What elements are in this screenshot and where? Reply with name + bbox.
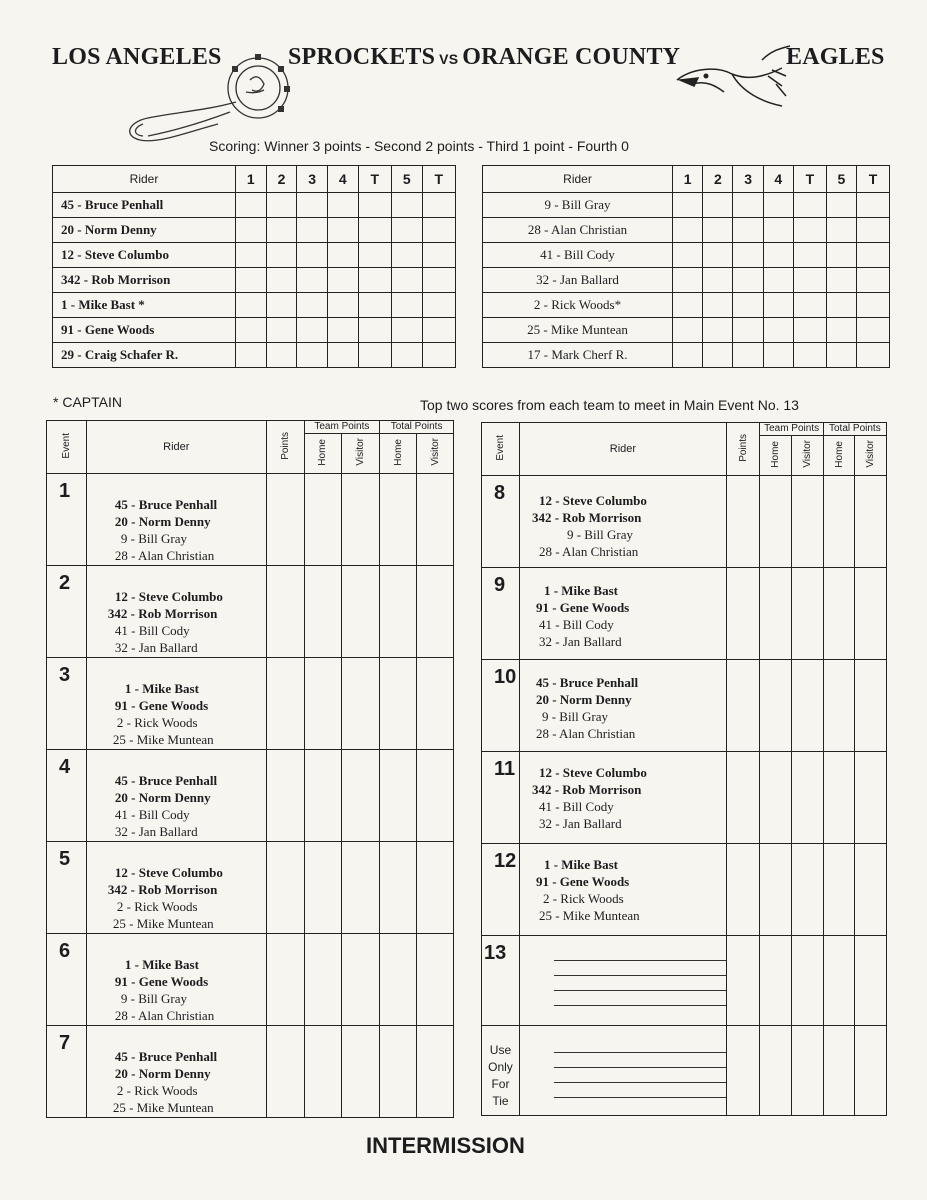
event-row (482, 1026, 887, 1116)
main-event-note: Top two scores from each team to meet in Main Event No. 13 (420, 397, 799, 413)
slot-line[interactable] (554, 946, 726, 961)
event-riders: 45 - Bruce Penhall 20 - Norm Denny 9 - Bill Gray 28 - Alan Christian (86, 474, 266, 566)
slot-line[interactable] (554, 1068, 726, 1083)
event-riders: 1 - Mike Bast 91 - Gene Woods 2 - Rick Woods 25 - Mike Muntean (519, 844, 726, 936)
col-points: Points (737, 433, 749, 462)
col-event: Event (494, 434, 506, 461)
col-heat-2: 2 (266, 166, 297, 193)
col-home: Home (392, 438, 404, 466)
table-row (53, 268, 456, 293)
col-heat-4: 4 (763, 166, 793, 193)
col-total-1: T (358, 166, 391, 193)
rider-name: 2 - Rick Woods* (483, 293, 673, 318)
table-row (53, 193, 456, 218)
slot-line[interactable] (554, 976, 726, 991)
rider-name: 45 - Bruce Penhall (53, 193, 236, 218)
slot-line[interactable] (554, 1053, 726, 1068)
col-total-points: Total Points (380, 421, 454, 434)
event-number: 4 (47, 750, 87, 842)
event-number: 9 (482, 568, 520, 660)
table-row (483, 318, 890, 343)
rider-name: 25 - Mike Muntean (483, 318, 673, 343)
col-heat-1: 1 (236, 166, 267, 193)
rider-name: 32 - Jan Ballard (483, 268, 673, 293)
col-home: Home (770, 440, 782, 468)
event-row (482, 752, 887, 844)
sprocket-logo-icon (118, 40, 293, 150)
visitor-roster-table (482, 165, 890, 368)
event-riders: 12 - Steve Columbo 342 - Rob Morrison 2 - Rick Woods 25 - Mike Muntean (86, 842, 266, 934)
rider-name: 342 - Rob Morrison (53, 268, 236, 293)
event-number: 7 (47, 1026, 87, 1118)
col-rider: Rider (519, 423, 726, 476)
table-row (483, 218, 890, 243)
slot-line[interactable] (554, 1083, 726, 1098)
eagle-logo-icon (672, 40, 792, 115)
event-row (47, 566, 454, 658)
table-row (53, 243, 456, 268)
tie-label: Use Only For Tie (482, 1026, 520, 1116)
col-visitor: Visitor (355, 438, 367, 466)
captain-note: * CAPTAIN (53, 394, 122, 410)
tie-slots (519, 1026, 726, 1116)
events-header-row (47, 421, 454, 434)
event-row (47, 934, 454, 1026)
col-heat-2: 2 (703, 166, 733, 193)
rider-name: 28 - Alan Christian (483, 218, 673, 243)
col-total-2: T (422, 166, 455, 193)
col-heat-3: 3 (297, 166, 328, 193)
event-number: 11 (482, 752, 520, 844)
col-rider: Rider (86, 421, 266, 474)
event-riders: 12 - Steve Columbo 342 - Rob Morrison 41 - Bill Cody 32 - Jan Ballard (86, 566, 266, 658)
event-riders: 12 - Steve Columbo 342 - Rob Morrison 41 - Bill Cody 32 - Jan Ballard (519, 752, 726, 844)
col-total-points: Total Points (823, 423, 886, 436)
col-team-points: Team Points (760, 423, 823, 436)
table-row (53, 293, 456, 318)
table-row (53, 318, 456, 343)
col-visitor: Visitor (801, 440, 813, 468)
roster-header-row (53, 166, 456, 193)
main-event-slots (519, 936, 726, 1026)
events-table-right (481, 422, 887, 1116)
col-heat-5: 5 (391, 166, 422, 193)
table-row (483, 243, 890, 268)
event-riders: 45 - Bruce Penhall 20 - Norm Denny 9 - Bill Gray 28 - Alan Christian (519, 660, 726, 752)
table-row (53, 218, 456, 243)
col-team-points: Team Points (304, 421, 380, 434)
event-riders: 1 - Mike Bast 91 - Gene Woods 9 - Bill Gray 28 - Alan Christian (86, 934, 266, 1026)
event-riders: 1 - Mike Bast 91 - Gene Woods 41 - Bill Cody 32 - Jan Ballard (519, 568, 726, 660)
col-heat-1: 1 (673, 166, 703, 193)
event-row (482, 568, 887, 660)
event-riders: 45 - Bruce Penhall 20 - Norm Denny 41 - Bill Cody 32 - Jan Ballard (86, 750, 266, 842)
slot-line[interactable] (554, 961, 726, 976)
rider-name: 17 - Mark Cherf R. (483, 343, 673, 368)
event-row (482, 844, 887, 936)
rider-name: 1 - Mike Bast * (53, 293, 236, 318)
event-number: 12 (482, 844, 520, 936)
rider-name: 41 - Bill Cody (483, 243, 673, 268)
event-row (47, 474, 454, 566)
col-heat-5: 5 (826, 166, 856, 193)
table-row (483, 268, 890, 293)
event-row (482, 936, 887, 1026)
home-team: SPROCKETS VS ORANGE COUNTY (288, 44, 681, 70)
rider-name: 91 - Gene Woods (53, 318, 236, 343)
table-row (483, 293, 890, 318)
event-row (47, 750, 454, 842)
event-riders: 12 - Steve Columbo 342 - Rob Morrison 9 - Bill Gray 28 - Alan Christian (519, 476, 726, 568)
visitor-team: EAGLES (786, 44, 885, 70)
rider-name: 20 - Norm Denny (53, 218, 236, 243)
event-number: 3 (47, 658, 87, 750)
table-row (483, 193, 890, 218)
event-number: 1 (47, 474, 87, 566)
col-event: Event (60, 432, 72, 459)
event-number: 8 (482, 476, 520, 568)
roster-header-row (483, 166, 890, 193)
col-home: Home (317, 438, 329, 466)
col-visitor: Visitor (865, 440, 877, 468)
table-row (483, 343, 890, 368)
event-row (47, 1026, 454, 1118)
vs-label: VS (439, 51, 459, 67)
event-number: 13 (482, 936, 520, 1026)
col-heat-3: 3 (733, 166, 763, 193)
event-number: 2 (47, 566, 87, 658)
event-riders: 45 - Bruce Penhall 20 - Norm Denny 2 - Rick Woods 25 - Mike Muntean (86, 1026, 266, 1118)
col-home: Home (833, 440, 845, 468)
col-visitor: Visitor (429, 438, 441, 466)
table-row (53, 343, 456, 368)
event-number: 10 (482, 660, 520, 752)
visitor-city: ORANGE COUNTY (462, 44, 681, 70)
slot-line[interactable] (554, 1038, 726, 1053)
event-riders: 1 - Mike Bast 91 - Gene Woods 2 - Rick Woods 25 - Mike Muntean (86, 658, 266, 750)
events-table-left (46, 420, 454, 1118)
event-row (47, 658, 454, 750)
event-row (47, 842, 454, 934)
col-total-2: T (857, 166, 890, 193)
rider-name: 9 - Bill Gray (483, 193, 673, 218)
col-rider: Rider (483, 166, 673, 193)
event-row (482, 660, 887, 752)
scoring-note: Scoring: Winner 3 points - Second 2 points - Third 1 point - Fourth 0 (209, 138, 629, 154)
rider-name: 29 - Craig Schafer R. (53, 343, 236, 368)
intermission-label: INTERMISSION (366, 1133, 525, 1158)
event-number: 5 (47, 842, 87, 934)
event-number: 6 (47, 934, 87, 1026)
col-total-1: T (793, 166, 826, 193)
event-row (482, 476, 887, 568)
slot-line[interactable] (554, 991, 726, 1006)
col-heat-4: 4 (327, 166, 358, 193)
home-city: LOS ANGELES (52, 44, 222, 70)
col-points: Points (279, 431, 291, 460)
home-roster-table (52, 165, 456, 368)
rider-name: 12 - Steve Columbo (53, 243, 236, 268)
events-header-row (482, 423, 887, 436)
col-rider: Rider (53, 166, 236, 193)
